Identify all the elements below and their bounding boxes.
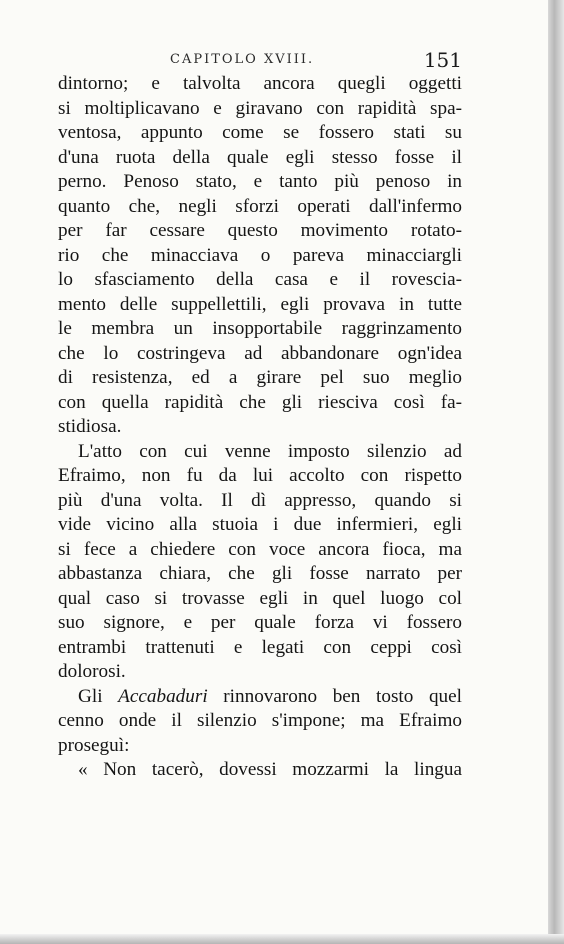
paragraph-start-line: « Non tacerò, dovessi mozzarmi la lingua [78, 759, 462, 780]
text-line: qual caso si trovasse egli in quel luogo col [58, 587, 462, 609]
text-line: mento delle suppellettili, egli provava in tutte [58, 293, 462, 315]
text-line: quanto che, negli sforzi operati dall'infermo [58, 195, 462, 217]
text-line: suo signore, e per quale forza vi fossero [58, 612, 462, 633]
page-number: 151 [423, 48, 462, 72]
text-line: si moltiplicavano e giravano con rapidità spa- [58, 97, 462, 119]
text-line: per far cessare questo movimento rotato- [58, 220, 462, 241]
page-bottom-edge [0, 934, 564, 944]
text-line: con quella rapidità che gli riesciva così fa- [58, 391, 462, 413]
paragraph-start-line: Gli Accabaduri rinnovarono ben tosto quel [78, 685, 462, 707]
paragraph-end-line: stidiosa. [58, 416, 122, 437]
text-line: si fece a chiedere con voce ancora fioca, ma [58, 538, 462, 560]
paragraph-end-line: dolorosi. [58, 661, 126, 682]
text-line: abbastanza chiara, che gli fosse narrato per [58, 563, 462, 584]
running-head: CAPITOLO XVIII. [170, 52, 315, 67]
text-line: d'una ruota della quale egli stesso fosse il [58, 146, 462, 168]
page-header [58, 50, 462, 74]
book-spine-edge [548, 0, 564, 944]
body-text [58, 72, 462, 783]
text-line: ventosa, appunto come se fossero stati su [58, 122, 462, 143]
paragraph-end-line: proseguì: [58, 734, 130, 756]
text-line: che lo costringeva ad abbandonare ogn'idea [58, 342, 462, 364]
text-line: entrambi trattenuti e legati con ceppi così [58, 636, 462, 658]
text-line: dintorno; e talvolta ancora quegli oggetti [58, 73, 462, 94]
paragraph-start-line: L'atto con cui venne imposto silenzio ad [78, 440, 462, 462]
text-line: perno. Penoso stato, e tanto più penoso in [58, 171, 462, 192]
text-line: vide vicino alla stuoia i due infermieri, egli [58, 514, 462, 535]
text-line: di resistenza, ed a girare pel suo meglio [58, 367, 462, 388]
italic-name: Accabaduri [118, 685, 208, 707]
text-line: più d'una volta. Il dì appresso, quando si [58, 489, 462, 511]
text-line: lo sfasciamento della casa e il rovescia- [58, 269, 462, 290]
text-line: Efraimo, non fu da lui accolto con rispetto [58, 465, 462, 486]
text-line: rio che minacciava o pareva minacciargli [58, 244, 462, 266]
text-line: cenno onde il silenzio s'impone; ma Efraimo [58, 710, 462, 731]
text-line: le membra un insopportabile raggrinzamento [58, 318, 462, 339]
